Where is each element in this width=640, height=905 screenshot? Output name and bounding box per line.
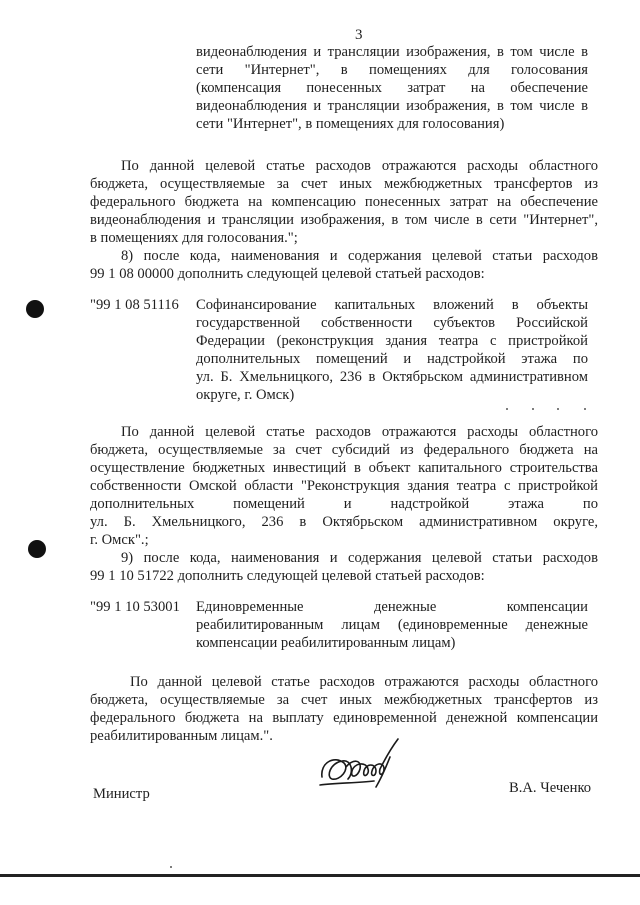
text-line: бюджета, осуществляемые за счет субсидий из федерального бюджета на [90,442,598,458]
entry-text-line: ул. Б. Хмельницкого, 236 в Октябрьском административном [196,369,588,385]
text-line: бюджета, осуществляемые за счет иных межбюджетных трансфертов из [90,692,598,708]
text-line: федерального бюджета на компенсацию понесенных затрат на обеспечение [90,194,598,210]
hole-punch-mark [26,300,44,318]
entry-text-line: государственной собственности субъектов Российской [196,315,588,331]
text-line: сети "Интернет", в помещениях для голосования [196,62,588,78]
text-line: По данной целевой статье расходов отражаются расходы областного [130,674,598,690]
entry-text-line: Единовременные денежные компенсации [196,599,588,615]
text-line: 9) после кода, наименования и содержания целевой статьи расходов [121,550,598,566]
text-line: 99 1 10 51722 дополнить следующей целевой статьей расходов: [90,568,485,584]
entry-code: "99 1 10 53001 [90,599,180,615]
text-line: видеонаблюдения и трансляции изображения, в том числе в сети "Интернет", [90,212,598,228]
text-line: дополнительных помещений и надстройкой этажа по [90,496,598,512]
hole-punch-mark [28,540,46,558]
text-line: По данной целевой статье расходов отражаются расходы областного [121,424,598,440]
text-line: в помещениях для голосования."; [90,230,298,246]
text-line: г. Омск".; [90,532,149,548]
signatory-title: Министр [93,786,150,802]
text-line: собственности Омской области "Реконструкция здания театра с пристройкой [90,478,598,494]
page-number: 3 [355,27,363,43]
entry-code: "99 1 08 51116 [90,297,179,313]
entry-text-line: округе, г. Омск) [196,387,295,403]
text-line: 8) после кода, наименования и содержания целевой статьи расходов [121,248,598,264]
text-line: сети "Интернет", в помещениях для голосования) [196,116,505,132]
scan-speck [584,408,586,410]
text-line: 99 1 08 00000 дополнить следующей целевой статьей расходов: [90,266,485,282]
entry-text-line: компенсации реабилитированным лицам) [196,635,456,651]
scan-speck [532,408,534,410]
text-line: федерального бюджета на выплату единовременной денежной компенсации [90,710,598,726]
text-line: видеонаблюдения и трансляции изображения, в том числе в [196,98,588,114]
text-line: бюджета, осуществляемые за счет иных межбюджетных трансфертов из [90,176,598,192]
text-line: реабилитированным лицам.". [90,728,273,744]
scan-speck [557,408,559,410]
entry-text-line: Федерации (реконструкция здания театра с пристройкой [196,333,588,349]
text-line: (компенсация понесенных затрат на обеспечение [196,80,588,96]
entry-text-line: реабилитированным лицам (единовременные денежные [196,617,588,633]
text-line: осуществление бюджетных инвестиций в объект капитального строительства [90,460,598,476]
scan-speck [506,408,508,410]
entry-text-line: Софинансирование капитальных вложений в объекты [196,297,588,313]
page-bottom-rule [0,874,640,877]
text-line: ул. Б. Хмельницкого, 236 в Октябрьском административном округе, [90,514,598,530]
entry-text-line: дополнительных помещений и надстройкой этажа по [196,351,588,367]
text-line: По данной целевой статье расходов отражаются расходы областного [121,158,598,174]
signatory-name: В.А. Чеченко [509,780,592,796]
handwritten-signature [316,733,404,795]
scan-speck [170,866,172,868]
text-line: видеонаблюдения и трансляции изображения, в том числе в [196,44,588,60]
